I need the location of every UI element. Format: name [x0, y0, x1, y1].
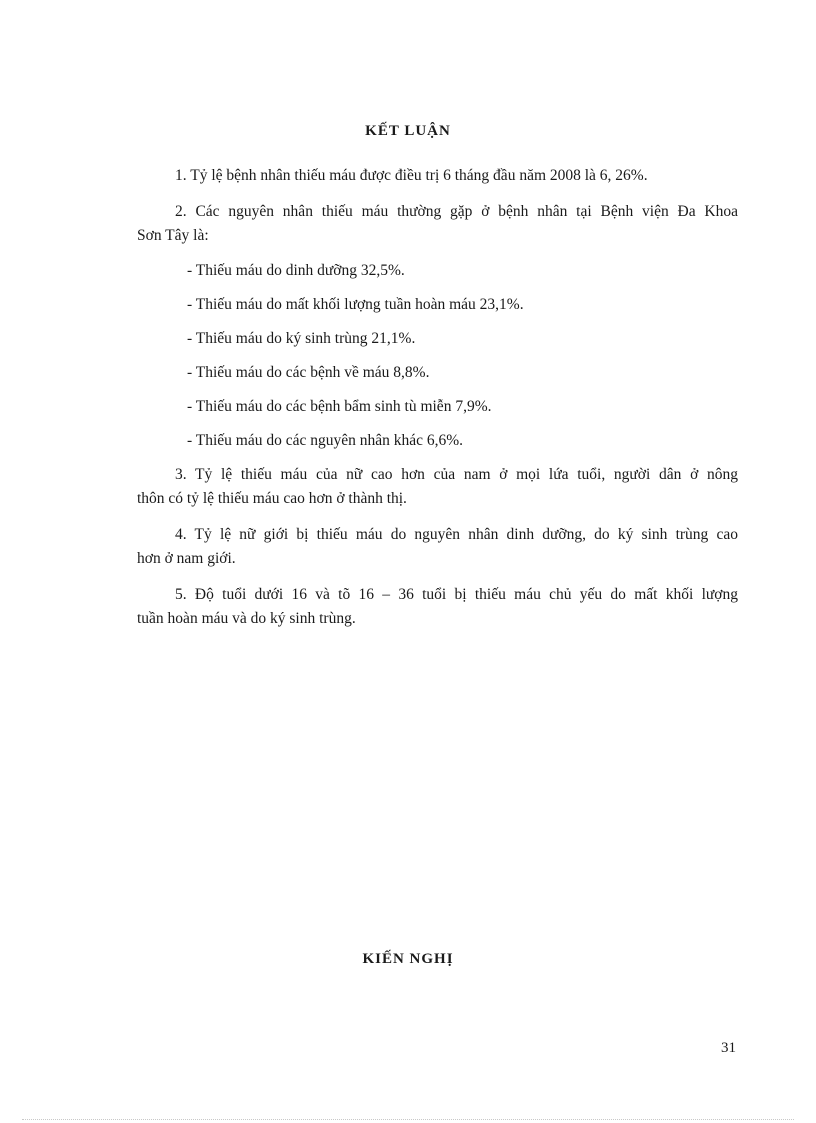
page-number: 31 [721, 1040, 736, 1056]
cause-item-congenital: - Thiếu máu do các bệnh bẩm sinh tù miễn 7,9%. [187, 398, 492, 415]
cause-item-other: - Thiếu máu do các nguyên nhân khác 6,6%. [187, 432, 464, 449]
conclusion-item-2-line-1: 2. Các nguyên nhân thiếu máu thường gặp ở bệnh nhân tại Bệnh viện Đa Khoa [175, 203, 738, 220]
cause-item-parasite: - Thiếu máu do ký sinh trùng 21,1%. [187, 330, 416, 347]
conclusion-item-4-line-2: hơn ở nam giới. [137, 550, 236, 567]
conclusion-item-4-line-1: 4. Tỷ lệ nữ giới bị thiếu máu do nguyên nhân dinh dưỡng, do ký sinh trùng cao [175, 526, 738, 543]
cause-item-nutrition: - Thiếu máu do dinh dưỡng 32,5%. [187, 262, 405, 279]
conclusion-item-5-line-1: 5. Độ tuổi dưới 16 và tõ 16 – 36 tuổi bị thiếu máu chủ yếu do mất khối lượng [175, 586, 738, 603]
cause-item-blood-disease: - Thiếu máu do các bệnh về máu 8,8%. [187, 364, 430, 381]
recommendation-heading: KIẾN NGHỊ [362, 951, 454, 967]
footer-divider [22, 1119, 794, 1120]
conclusion-item-3-line-1: 3. Tỷ lệ thiếu máu của nữ cao hơn của nam ở mọi lứa tuổi, người dân ở nông [175, 466, 738, 483]
cause-item-blood-loss: - Thiếu máu do mất khối lượng tuần hoàn máu 23,1%. [187, 296, 524, 313]
conclusion-item-1: 1. Tỷ lệ bệnh nhân thiếu máu được điều trị 6 tháng đầu năm 2008 là 6, 26%. [175, 167, 648, 184]
conclusion-heading: KẾT LUẬN [365, 123, 451, 139]
conclusion-item-5-line-2: tuần hoàn máu và do ký sinh trùng. [137, 610, 356, 627]
conclusion-item-3-line-2: thôn có tỷ lệ thiếu máu cao hơn ở thành thị. [137, 490, 407, 507]
conclusion-item-2-line-2: Sơn Tây là: [137, 227, 209, 244]
